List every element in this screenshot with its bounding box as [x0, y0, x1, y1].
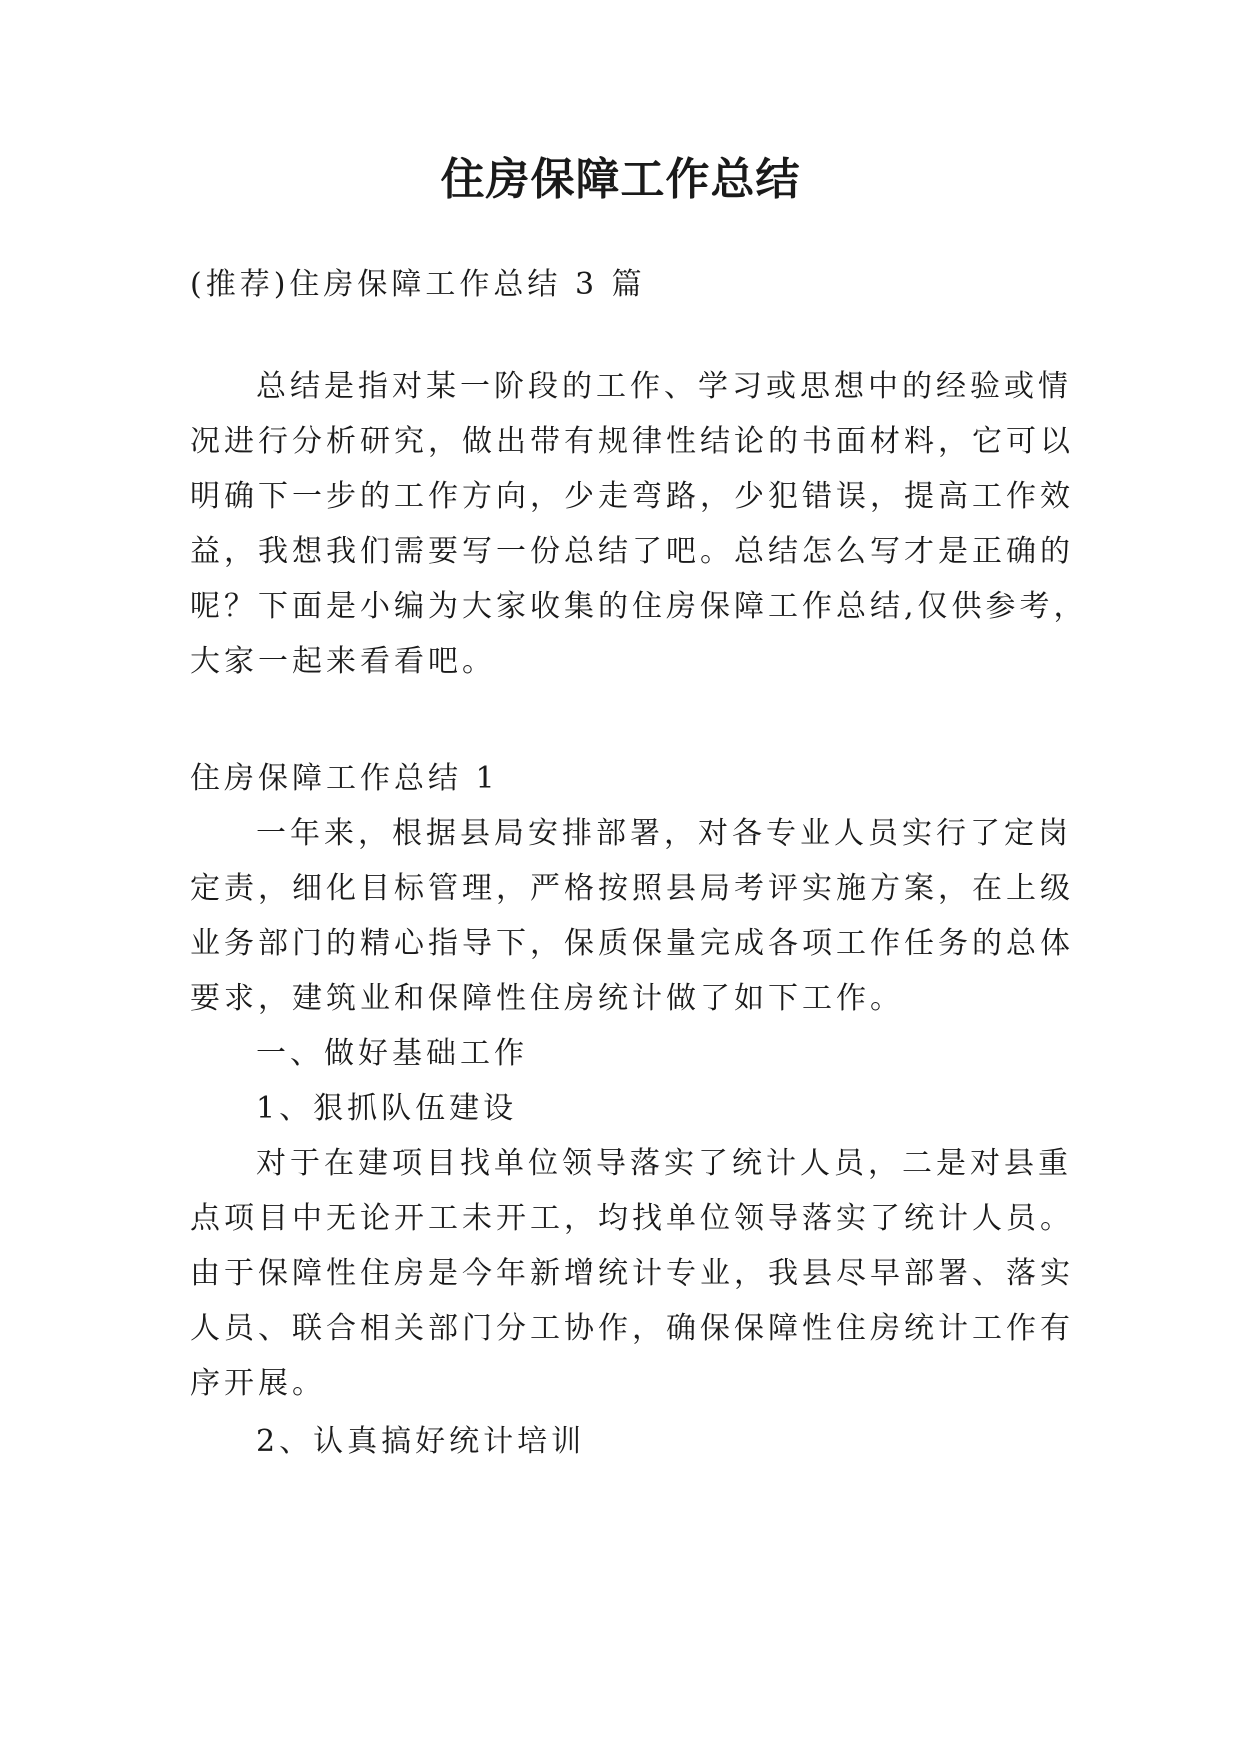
- paragraph-line: 对于在建项目找单位领导落实了统计人员，二是对县重: [256, 1146, 1072, 1181]
- intro-line: 呢？下面是小编为大家收集的住房保障工作总结,仅供参考，: [190, 589, 1088, 624]
- subheading: 1、狠抓队伍建设: [256, 1091, 518, 1126]
- paragraph-line: 人员、联合相关部门分工协作，确保保障性住房统计工作有: [190, 1311, 1074, 1346]
- paragraph-line: 要求，建筑业和保障性住房统计做了如下工作。: [190, 981, 904, 1016]
- paragraph-line: 序开展。: [190, 1366, 326, 1401]
- subheading: 2、认真搞好统计培训: [256, 1424, 586, 1459]
- paragraph-line: 由于保障性住房是今年新增统计专业，我县尽早部署、落实: [190, 1256, 1074, 1291]
- intro-line: 况进行分析研究，做出带有规律性结论的书面材料，它可以: [190, 424, 1074, 459]
- paragraph-line: 一年来，根据县局安排部署，对各专业人员实行了定岗: [256, 816, 1072, 851]
- paragraph-line: 点项目中无论开工未开工，均找单位领导落实了统计人员。: [190, 1201, 1074, 1236]
- intro-line: 益，我想我们需要写一份总结了吧。总结怎么写才是正确的: [190, 534, 1074, 569]
- section-heading: 住房保障工作总结 1: [190, 761, 499, 796]
- document-title: 住房保障工作总结: [440, 154, 801, 205]
- intro-line: 明确下一步的工作方向，少走弯路，少犯错误，提高工作效: [190, 479, 1074, 514]
- subheading: 一、做好基础工作: [256, 1036, 528, 1071]
- document-subtitle: (推荐)住房保障工作总结 3 篇: [190, 267, 646, 302]
- intro-line: 总结是指对某一阶段的工作、学习或思想中的经验或情: [256, 369, 1072, 404]
- intro-line: 大家一起来看看吧。: [190, 644, 496, 679]
- paragraph-line: 定责，细化目标管理，严格按照县局考评实施方案，在上级: [190, 871, 1074, 906]
- paragraph-line: 业务部门的精心指导下，保质保量完成各项工作任务的总体: [190, 926, 1074, 961]
